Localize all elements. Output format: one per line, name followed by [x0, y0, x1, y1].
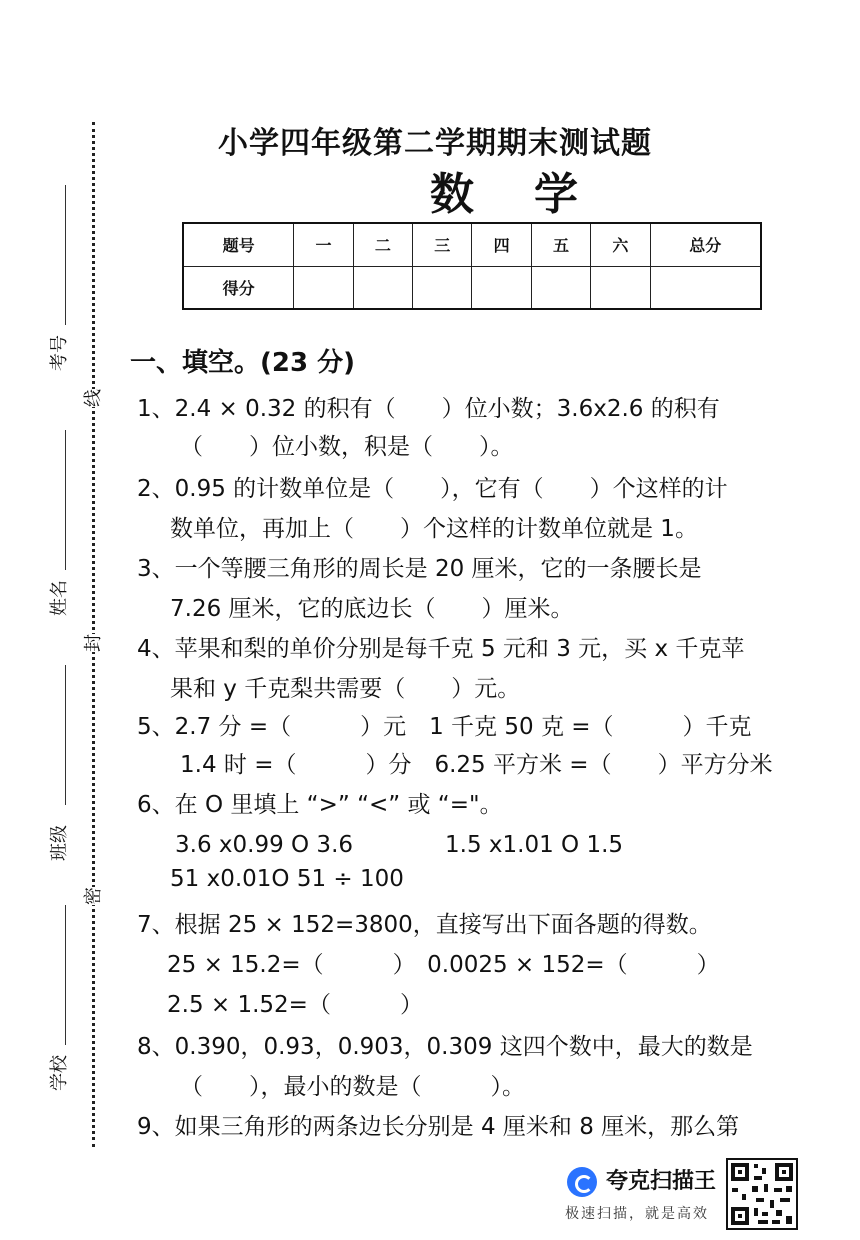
question-line: 7、根据 25 × 152=3800，直接写出下面各题的得数。	[137, 912, 712, 938]
question-line: 6、在 O 里填上 “>” “<” 或 “="。	[137, 792, 503, 818]
question-line: 25 × 15.2=（ ） 0.0025 × 152=（ ）	[167, 952, 720, 978]
section-title: 一、填空。(23 分)	[130, 348, 355, 378]
question-line: 数单位，再加上（ ）个这样的计数单位就是 1。	[170, 516, 698, 542]
question-line: （ ）位小数，积是（ ）。	[180, 434, 514, 460]
score-header-cell: 题号	[183, 223, 294, 266]
score-row-label: 得分	[183, 266, 294, 309]
score-cell	[531, 266, 590, 309]
score-cell	[353, 266, 412, 309]
question-line: 9、如果三角形的两条边长分别是 4 厘米和 8 厘米，那么第	[137, 1114, 740, 1140]
question-line: 5、2.7 分 =（ ）元 1 千克 50 克 =（ ）千克	[137, 714, 752, 740]
score-cell	[650, 266, 761, 309]
question-line: 3.6 x0.99 O 3.6 1.5 x1.01 O 1.5	[175, 832, 624, 858]
school-blank	[65, 905, 66, 1045]
binding-seal-char: 封	[79, 634, 105, 652]
score-table	[182, 222, 762, 310]
question-line: 2、0.95 的计数单位是（ ），它有（ ）个这样的计	[137, 476, 728, 502]
score-cell	[591, 266, 650, 309]
score-header-cell: 一	[294, 223, 353, 266]
question-line: 7.26 厘米，它的底边长（ ）厘米。	[170, 596, 574, 622]
name-label: 姓名	[49, 580, 70, 616]
score-table-header-row	[183, 223, 761, 266]
score-table-score-row	[183, 266, 761, 309]
qr-code-icon	[726, 1158, 798, 1230]
question-line: 果和 y 千克梨共需要（ ）元。	[170, 676, 521, 702]
name-blank	[65, 430, 66, 570]
scanner-brand: 夸克扫描王	[606, 1169, 717, 1194]
class-label: 班级	[49, 825, 70, 861]
question-line: 4、苹果和梨的单价分别是每千克 5 元和 3 元，买 x 千克苹	[137, 636, 745, 662]
score-cell	[472, 266, 531, 309]
exam-no-label: 考号	[49, 335, 70, 371]
score-header-cell: 总分	[650, 223, 761, 266]
scanner-slogan: 极速扫描，就是高效	[565, 1206, 709, 1222]
binding-secret-char: 密	[79, 887, 105, 905]
score-header-cell: 四	[472, 223, 531, 266]
score-cell	[294, 266, 353, 309]
question-line: 51 x0.01O 51 ÷ 100	[170, 866, 404, 892]
scanner-logo-icon	[567, 1167, 597, 1197]
binding-line-char: 线	[79, 389, 105, 407]
school-label: 学校	[49, 1055, 70, 1091]
question-line: （ ），最小的数是（ ）。	[180, 1074, 525, 1100]
question-line: 8、0.390，0.93，0.903，0.309 这四个数中，最大的数是	[137, 1034, 753, 1060]
score-cell	[413, 266, 472, 309]
score-header-cell: 六	[591, 223, 650, 266]
exam-no-blank	[65, 185, 66, 325]
question-line: 3、一个等腰三角形的周长是 20 厘米，它的一条腰长是	[137, 556, 702, 582]
score-header-cell: 二	[353, 223, 412, 266]
score-header-cell: 三	[413, 223, 472, 266]
score-header-cell: 五	[531, 223, 590, 266]
question-line: 1.4 时 =（ ）分 6.25 平方米 =（ ）平方分米	[180, 752, 773, 778]
subject-title: 数学	[430, 169, 638, 220]
question-line: 1、2.4 × 0.32 的积有（ ）位小数；3.6x2.6 的积有	[137, 396, 720, 422]
exam-title: 小学四年级第二学期期末测试题	[218, 126, 652, 161]
question-line: 2.5 × 1.52=（ ）	[167, 992, 423, 1018]
class-blank	[65, 665, 66, 805]
